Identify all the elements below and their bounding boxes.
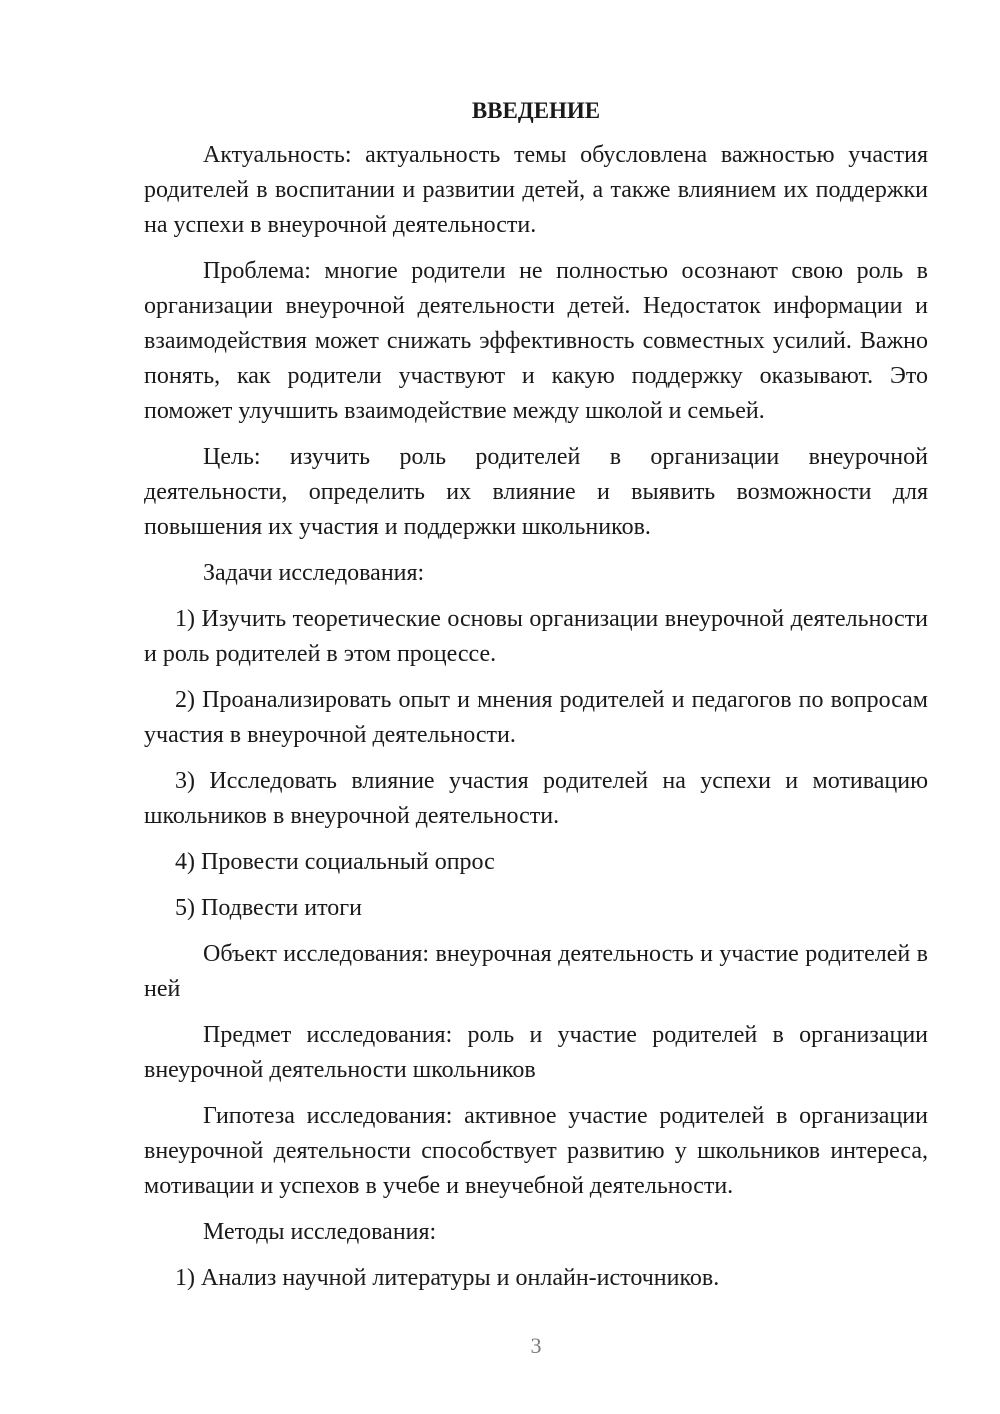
task-item-4: 4) Провести социальный опрос bbox=[175, 849, 495, 875]
task-item-2: 2) Проанализировать опыт и мнения родителей и педагогов по вопросам участия в внеурочной деятельности. bbox=[144, 687, 928, 748]
page-content bbox=[144, 93, 928, 1307]
page-number: 3 bbox=[530, 1333, 542, 1358]
hypothesis-paragraph: Гипотеза исследования: активное участие родителей в организации внеурочной деятельности способствует развитию у школьников интереса, мотивации и успехов в учебе и внеучебной деятельности. bbox=[144, 1103, 928, 1199]
task-item-5: 5) Подвести итоги bbox=[175, 895, 362, 921]
relevance-paragraph: Актуальность: актуальность темы обусловлена важностью участия родителей в воспитании и развитии детей, а также влиянием их поддержки на успехи в внеурочной деятельности. bbox=[144, 142, 928, 238]
page-title: ВВЕДЕНИЕ bbox=[471, 98, 601, 123]
subject-paragraph: Предмет исследования: роль и участие родителей в организации внеурочной деятельности школьников bbox=[144, 1022, 928, 1083]
goal-paragraph: Цель: изучить роль родителей в организации внеурочной деятельности, определить их влияние и выявить возможности для повышения их участия и поддержки школьников. bbox=[144, 444, 928, 540]
methods-label: Методы исследования: bbox=[203, 1219, 437, 1245]
task-item-1: 1) Изучить теоретические основы организации внеурочной деятельности и роль родителей в этом процессе. bbox=[144, 606, 928, 667]
task-item-3: 3) Исследовать влияние участия родителей на успехи и мотивацию школьников в внеурочной деятельности. bbox=[144, 768, 928, 829]
object-paragraph: Объект исследования: внеурочная деятельность и участие родителей в ней bbox=[144, 941, 928, 1002]
method-item-1: 1) Анализ научной литературы и онлайн-источников. bbox=[175, 1265, 720, 1291]
problem-paragraph: Проблема: многие родители не полностью осознают свою роль в организации внеурочной деятельности детей. Недостаток информации и взаимодействия может снижать эффективность совместных усилий. Важно понять, как родители участвуют и какую поддержку оказывают. Это поможет улучшить взаимодействие между школой и семьей. bbox=[144, 258, 928, 424]
tasks-label: Задачи исследования: bbox=[203, 560, 425, 586]
